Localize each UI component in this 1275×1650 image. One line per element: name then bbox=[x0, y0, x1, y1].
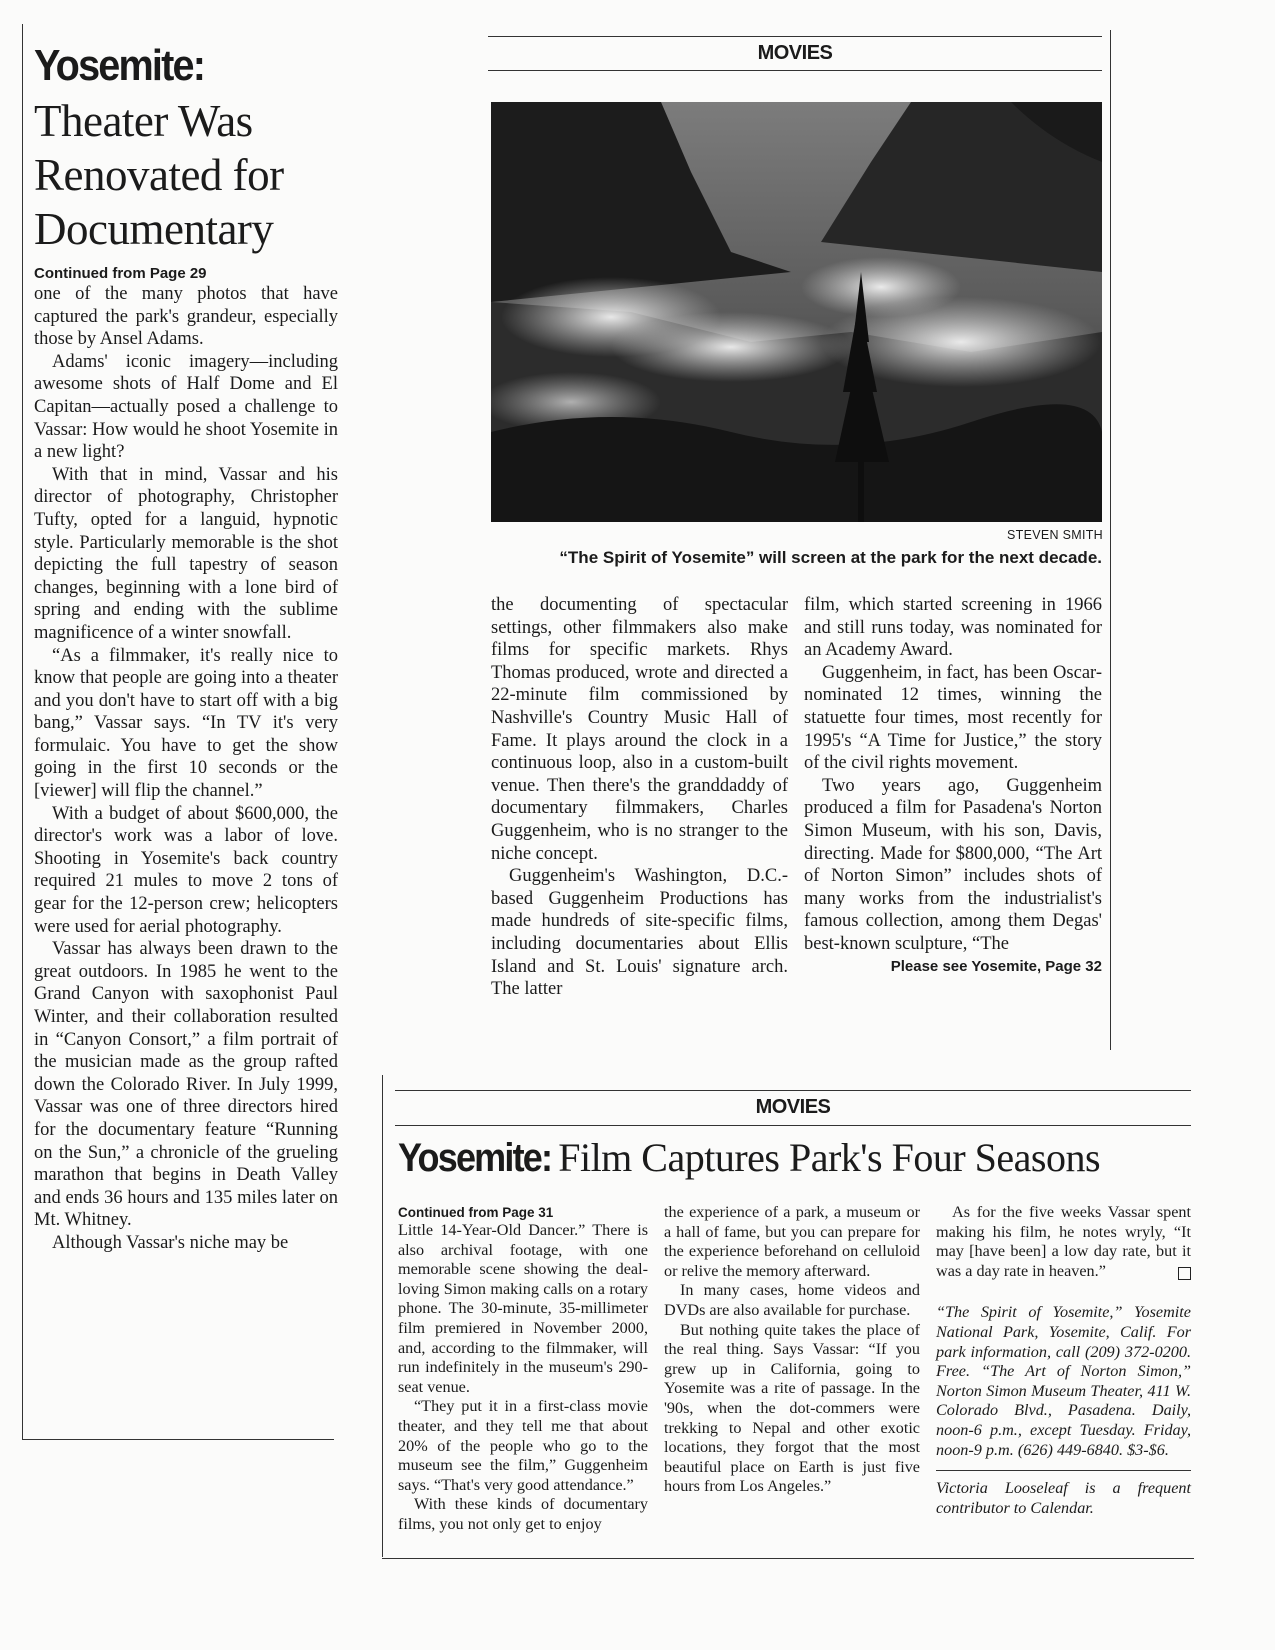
bottom-section-bottom-rule bbox=[382, 1558, 1194, 1559]
yosemite-photo bbox=[491, 102, 1102, 522]
body-paragraph: In many cases, home videos and DVDs are also available for purchase. bbox=[664, 1281, 920, 1319]
photo-caption: “The Spirit of Yosemite” will screen at the park for the next decade. bbox=[559, 548, 1102, 567]
left-article-body bbox=[34, 283, 338, 1255]
top-article-column-a bbox=[491, 594, 788, 1001]
bottom-article-title: Film Captures Park's Four Seasons bbox=[558, 1135, 1101, 1180]
body-paragraph: But nothing quite takes the place of the real thing. Says Vassar: “If you grew up in California, going to Yosemite was a rite of passage. In the '90s, when the dot-commers were trekking to Nepal and other exotic locations, they forgot that the most beautiful place on Earth is just five hours from Los Angeles.” bbox=[664, 1320, 920, 1496]
body-paragraph: Although Vassar's niche may be bbox=[52, 1232, 289, 1253]
body-paragraph: Vassar has always been drawn to the great outdoors. In 1985 he went to the Grand Canyon with saxophonist Paul Winter, and their collaboration resulted in “Canyon Consort,” a film portrait of the musician made as the group rafted down the Colorado River. In July 1999, Vassar was one of three directors hired for the documentary feature “Running on the Sun,” a chronicle of the grueling marathon that begins in Death Valley and ends 36 hours and 135 miles later on Mt. Whitney. bbox=[34, 939, 338, 1231]
body-paragraph: With a budget of about $600,000, the director's work was a labor of love. Shooting in Yosemite's back country required 21 mules to move 2 tons of gear for the 12-person crew; helicopters were used for aerial photography. bbox=[34, 803, 338, 937]
byline-rule bbox=[936, 1470, 1191, 1471]
body-paragraph: the documenting of spectacular settings, other filmmakers also make films for specific markets. Rhys Thomas produced, wrote and directed a 22-minute film commissioned by Nashville's Country Music Hall of Fame. It plays around the clock in a continuous loop, also in a custom-built venue. Then there's the granddaddy of documentary filmmakers, Charles Guggenheim, who is no stranger to the niche concept. bbox=[491, 595, 788, 864]
closing-paragraph: As for the five weeks Vassar spent making his film, he notes wryly, “It may [have been] a low day rate, but it was a day rate in heaven.” bbox=[936, 1203, 1191, 1280]
bottom-section-rule-lower bbox=[395, 1125, 1191, 1126]
top-article-column-b bbox=[804, 594, 1102, 978]
bottom-article-headline bbox=[398, 1134, 1100, 1181]
body-paragraph: “They put it in a first-class movie theater, and they tell me that about 20% of the people who go to the museum see the film,” Guggenheim says. “That's very good attendance.” bbox=[398, 1397, 648, 1494]
body-paragraph: Guggenheim, in fact, has been Oscar-nominated 12 times, winning the statuette four times, most recently for 1995's “A Time for Justice,” the story of the civil rights movement. bbox=[804, 662, 1102, 774]
event-info: “The Spirit of Yosemite,” Yosemite National Park, Yosemite, Calif. For park information, call (209) 372-0200. Free. “The Art of Norton Simon,” Norton Simon Museum Theater, 411 W. Colorado Blvd., Pasadena. Daily, noon-6 p.m., except Tuesday. Friday, noon-9 p.m. (626) 449-6840. $3-$6. bbox=[936, 1303, 1191, 1459]
body-paragraph: the experience of a park, a museum or a hall of fame, but you can prepare for the experience beforehand on celluloid or relive the memory afterward. bbox=[664, 1203, 920, 1280]
left-article-headline bbox=[34, 94, 338, 256]
left-article bbox=[34, 41, 338, 1255]
bottom-article-column-c bbox=[936, 1203, 1191, 1518]
bottom-section-label: MOVIES bbox=[755, 1096, 831, 1118]
end-mark-icon bbox=[1178, 1267, 1191, 1280]
top-section-right-border bbox=[1110, 30, 1111, 1050]
photo-credit: STEVEN SMITH bbox=[1007, 528, 1103, 542]
continued-on-line: Please see Yosemite, Page 32 bbox=[890, 957, 1102, 975]
top-section-label: MOVIES bbox=[757, 42, 833, 64]
top-section-rule-upper bbox=[488, 36, 1102, 37]
body-paragraph: Adams' iconic imagery—including awesome shots of Half Dome and El Capitan—actually posed a challenge to Vassar: How would he shoot Yosemite in a new light? bbox=[34, 351, 338, 463]
bottom-article-column-a bbox=[398, 1204, 648, 1535]
body-paragraph: With that in mind, Vassar and his director of photography, Christopher Tufty, opted for a languid, hypnotic style. Particularly memorable is the shot depicting the full tapestry of season changes, beginning with a lone bird of spring and ending with the sublime magnificence of a winter snowfall. bbox=[34, 464, 338, 643]
bottom-article-column-b bbox=[664, 1203, 920, 1497]
body-paragraph: Two years ago, Guggenheim produced a film for Pasadena's Norton Simon Museum, with his son, Davis, directing. Made for $800,000, “The Art of Norton Simon” includes shots of many works from the industrialist's famous collection, among them Degas' best-known sculpture, “The bbox=[804, 775, 1102, 954]
bottom-section-left-border bbox=[382, 1075, 383, 1557]
bottom-article-kicker: Yosemite: bbox=[398, 1136, 552, 1180]
headline-line: Theater Was bbox=[34, 96, 253, 146]
headline-line: Documentary bbox=[34, 204, 274, 254]
body-paragraph: Little 14-Year-Old Dancer.” There is also archival footage, with one memorable scene showing the deal-loving Simon making calls on a rotary phone. The 30-minute, 35-millimeter film premiered in November 2000, and, according to the filmmaker, will run indefinitely in the museum's 290-seat venue. bbox=[398, 1221, 648, 1396]
bottom-section-rule-upper bbox=[395, 1090, 1191, 1091]
continued-from-line: Continued from Page 29 bbox=[34, 265, 207, 282]
body-paragraph: Guggenheim's Washington, D.C.-based Guggenheim Productions has made hundreds of site-specific films, including documentaries about Ellis Island and St. Louis' signature arch. The latter bbox=[491, 866, 788, 1000]
body-paragraph: film, which started screening in 1966 and still runs today, was nominated for an Academy Award. bbox=[804, 595, 1102, 661]
left-article-kicker: Yosemite: bbox=[34, 41, 205, 90]
top-section-rule-lower bbox=[488, 70, 1102, 71]
headline-line: Renovated for bbox=[34, 150, 284, 200]
left-column-bottom-rule bbox=[22, 1439, 334, 1440]
valley-fog-photo-image bbox=[491, 102, 1102, 522]
body-paragraph bbox=[936, 1203, 1191, 1281]
body-paragraph: “As a filmmaker, it's really nice to know that people are going into a theater and you don't have to start off with a big bang,” Vassar says. “In TV it's very formulaic. You have to get the show going in the first 10 seconds or the [viewer] will flip the channel.” bbox=[34, 645, 338, 802]
body-paragraph: one of the many photos that have captured the park's grandeur, especially those by Ansel Adams. bbox=[34, 284, 338, 350]
author-byline: Victoria Looseleaf is a frequent contributor to Calendar. bbox=[936, 1479, 1191, 1517]
continued-from-line: Continued from Page 31 bbox=[398, 1205, 554, 1220]
body-paragraph: With these kinds of documentary films, you not only get to enjoy bbox=[398, 1495, 648, 1533]
left-column-border bbox=[22, 24, 23, 1439]
